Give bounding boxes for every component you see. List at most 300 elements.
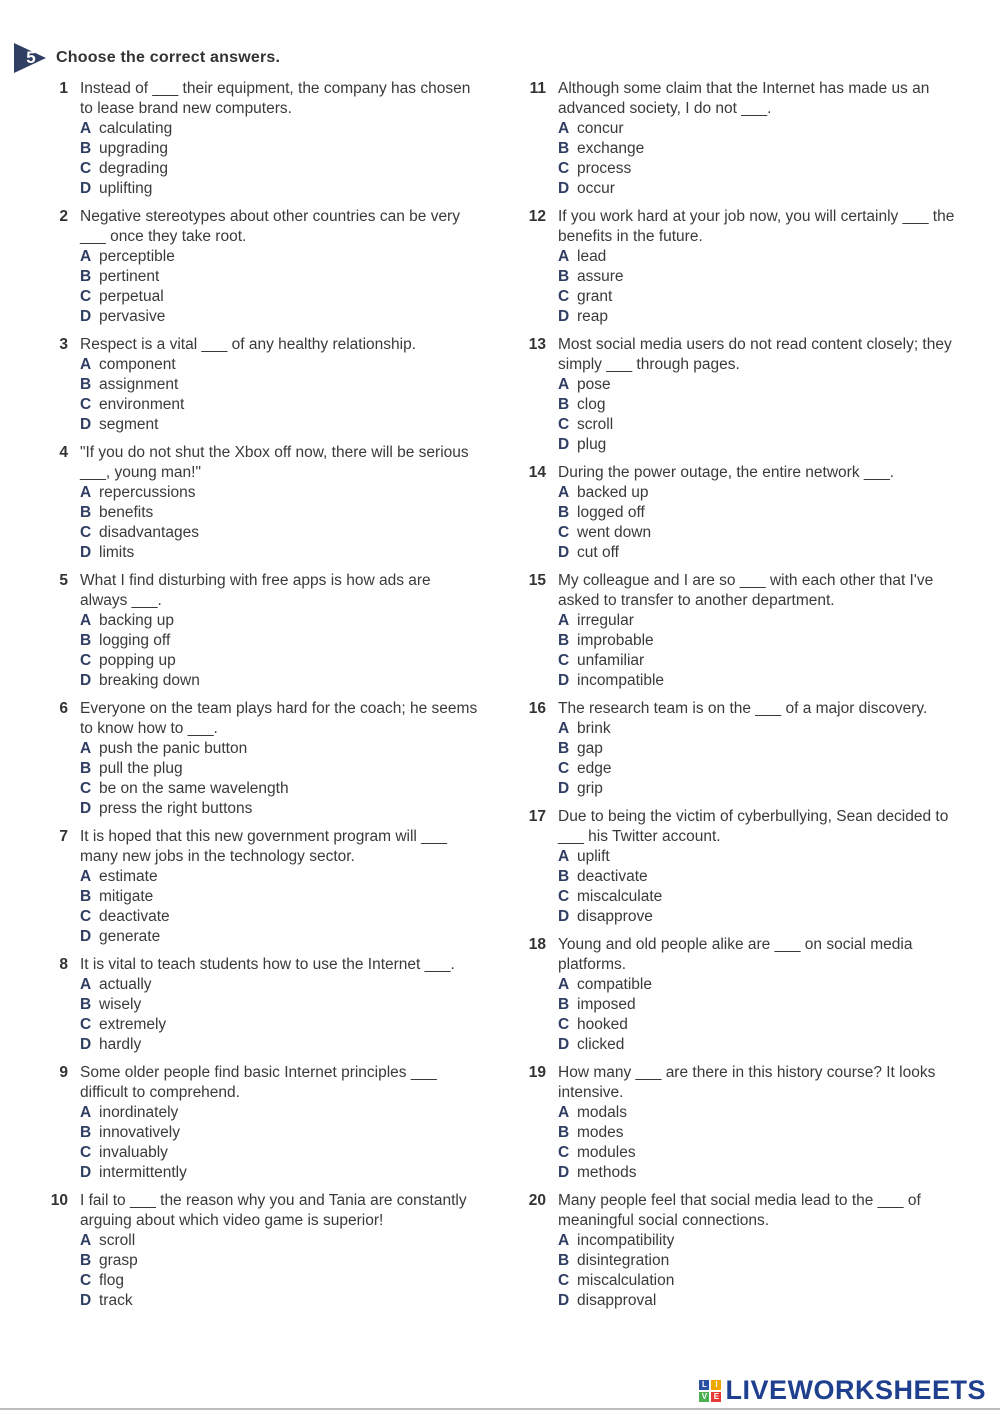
option-text: disintegration xyxy=(577,1252,670,1269)
brand-name: LIVEWORKSHEETS xyxy=(725,1375,986,1405)
option-text: edge xyxy=(577,760,612,777)
answer-option[interactable] xyxy=(80,267,480,287)
option-letter: B xyxy=(558,868,570,885)
question-text: How many ___ are there in this history course? It looks intensive. xyxy=(558,1064,940,1101)
option-text: be on the same wavelength xyxy=(99,780,289,797)
answer-option[interactable] xyxy=(80,759,480,779)
answer-option[interactable] xyxy=(558,1291,958,1311)
question-item xyxy=(40,1063,480,1183)
option-letter: A xyxy=(80,248,92,265)
option-text: assignment xyxy=(99,376,179,393)
option-letter: A xyxy=(80,1232,92,1249)
answer-option[interactable] xyxy=(80,483,480,503)
answer-option[interactable] xyxy=(558,719,958,739)
answer-option[interactable] xyxy=(80,119,480,139)
question-item xyxy=(518,1191,958,1311)
answer-option[interactable] xyxy=(80,139,480,159)
option-letter: A xyxy=(558,848,570,865)
answer-option[interactable] xyxy=(80,611,480,631)
answer-option[interactable] xyxy=(80,543,480,563)
option-text: cut off xyxy=(577,544,619,561)
option-letter: A xyxy=(80,484,92,501)
question-text: "If you do not shut the Xbox off now, there will be serious ___, young man!" xyxy=(80,444,473,481)
option-text: clog xyxy=(577,396,606,413)
question-text: Although some claim that the Internet has made us an advanced society, I do not ___. xyxy=(558,80,934,117)
option-text: clicked xyxy=(577,1036,625,1053)
option-letter: A xyxy=(558,612,570,629)
answer-option[interactable] xyxy=(558,759,958,779)
question-number: 11 xyxy=(529,80,546,97)
question-number: 1 xyxy=(59,80,68,97)
option-letter: B xyxy=(80,996,92,1013)
right-question-column xyxy=(518,79,958,1319)
option-text: incompatibility xyxy=(577,1232,675,1249)
answer-options xyxy=(80,867,480,947)
answer-options xyxy=(80,1103,480,1183)
option-letter: C xyxy=(558,1144,570,1161)
option-text: innovatively xyxy=(99,1124,180,1141)
question-number: 2 xyxy=(59,208,68,225)
option-letter: B xyxy=(558,1252,570,1269)
option-text: methods xyxy=(577,1164,637,1181)
option-letter: B xyxy=(80,632,92,649)
answer-option[interactable] xyxy=(80,739,480,759)
answer-option[interactable] xyxy=(80,995,480,1015)
question-number: 8 xyxy=(59,956,68,973)
answer-option[interactable] xyxy=(80,375,480,395)
answer-option[interactable] xyxy=(80,159,480,179)
option-text: flog xyxy=(99,1272,124,1289)
question-item xyxy=(40,207,480,327)
question-item xyxy=(40,443,480,563)
answer-option[interactable] xyxy=(558,543,958,563)
logo-mark-letter: V xyxy=(699,1392,709,1402)
option-letter: B xyxy=(558,632,570,649)
answer-option[interactable] xyxy=(80,1143,480,1163)
option-letter: A xyxy=(80,868,92,885)
answer-option[interactable] xyxy=(80,395,480,415)
answer-option[interactable] xyxy=(558,651,958,671)
option-letter: D xyxy=(80,1292,92,1309)
option-text: press the right buttons xyxy=(99,800,253,817)
option-letter: C xyxy=(558,888,570,905)
option-text: reap xyxy=(577,308,609,325)
option-letter: D xyxy=(80,308,92,325)
option-letter: D xyxy=(558,1036,570,1053)
option-letter: D xyxy=(558,436,570,453)
option-letter: D xyxy=(558,1292,570,1309)
option-text: hardly xyxy=(99,1036,142,1053)
option-text: assure xyxy=(577,268,624,285)
question-item xyxy=(518,1063,958,1183)
answer-option[interactable] xyxy=(558,1035,958,1055)
answer-options xyxy=(558,847,958,927)
option-text: uplift xyxy=(577,848,610,865)
option-letter: B xyxy=(80,268,92,285)
option-text: segment xyxy=(99,416,159,433)
answer-option[interactable] xyxy=(558,159,958,179)
answer-option[interactable] xyxy=(558,119,958,139)
option-letter: C xyxy=(80,160,92,177)
answer-option[interactable] xyxy=(558,1231,958,1251)
option-letter: B xyxy=(558,140,570,157)
answer-option[interactable] xyxy=(558,1143,958,1163)
option-letter: C xyxy=(80,288,92,305)
option-letter: A xyxy=(80,1104,92,1121)
question-number: 13 xyxy=(528,336,546,353)
option-text: disapprove xyxy=(577,908,653,925)
option-letter: D xyxy=(80,800,92,817)
option-text: component xyxy=(99,356,176,373)
answer-option[interactable] xyxy=(80,799,480,819)
answer-option[interactable] xyxy=(80,867,480,887)
answer-option[interactable] xyxy=(558,483,958,503)
question-number: 10 xyxy=(50,1192,68,1209)
answer-option[interactable] xyxy=(558,671,958,691)
option-text: imposed xyxy=(577,996,636,1013)
answer-option[interactable] xyxy=(80,1103,480,1123)
option-letter: C xyxy=(80,1016,92,1033)
answer-option[interactable] xyxy=(558,867,958,887)
option-letter: D xyxy=(80,672,92,689)
option-text: degrading xyxy=(99,160,168,177)
answer-options xyxy=(80,975,480,1055)
answer-option[interactable] xyxy=(558,139,958,159)
answer-option[interactable] xyxy=(80,247,480,267)
question-text: Everyone on the team plays hard for the coach; he seems to know how to ___. xyxy=(80,700,482,737)
option-text: modes xyxy=(577,1124,624,1141)
option-text: process xyxy=(577,160,632,177)
logo-mark-letter: E xyxy=(711,1392,721,1402)
answer-options xyxy=(80,355,480,435)
option-letter: C xyxy=(80,1144,92,1161)
question-text: Respect is a vital ___ of any healthy relationship. xyxy=(80,336,417,353)
question-text: If you work hard at your job now, you will certainly ___ the benefits in the future. xyxy=(558,208,959,245)
option-text: gap xyxy=(577,740,603,757)
option-text: popping up xyxy=(99,652,176,669)
question-number: 4 xyxy=(59,444,68,461)
answer-option[interactable] xyxy=(80,887,480,907)
option-text: intermittently xyxy=(99,1164,187,1181)
answer-option[interactable] xyxy=(80,1251,480,1271)
option-text: repercussions xyxy=(99,484,196,501)
option-text: perpetual xyxy=(99,288,164,305)
question-text: Due to being the victim of cyberbullying, Sean decided to ___ his Twitter account. xyxy=(558,808,953,845)
answer-options xyxy=(80,119,480,199)
option-text: upgrading xyxy=(99,140,168,157)
answer-option[interactable] xyxy=(80,287,480,307)
answer-option[interactable] xyxy=(558,887,958,907)
question-text: Young and old people alike are ___ on social media platforms. xyxy=(558,936,917,973)
answer-options xyxy=(558,1103,958,1183)
answer-option[interactable] xyxy=(558,1123,958,1143)
option-letter: A xyxy=(558,720,570,737)
option-letter: C xyxy=(558,524,570,541)
answer-option[interactable] xyxy=(558,415,958,435)
question-text: It is vital to teach students how to use the Internet ___. xyxy=(80,956,455,973)
option-text: compatible xyxy=(577,976,652,993)
option-text: scroll xyxy=(577,416,614,433)
option-text: hooked xyxy=(577,1016,628,1033)
liveworksheets-logo xyxy=(699,1375,986,1406)
answer-option[interactable] xyxy=(558,847,958,867)
question-number: 7 xyxy=(59,828,68,845)
question-text: Many people feel that social media lead to the ___ of meaningful social connections. xyxy=(558,1192,926,1229)
option-text: grip xyxy=(577,780,603,797)
question-item xyxy=(40,335,480,435)
answer-option[interactable] xyxy=(80,1231,480,1251)
option-letter: C xyxy=(80,1272,92,1289)
answer-option[interactable] xyxy=(558,611,958,631)
answer-option[interactable] xyxy=(558,287,958,307)
answer-option[interactable] xyxy=(80,179,480,199)
option-text: occur xyxy=(577,180,615,197)
answer-option[interactable] xyxy=(80,1035,480,1055)
option-text: pull the plug xyxy=(99,760,183,777)
question-item xyxy=(40,955,480,1055)
option-letter: D xyxy=(80,544,92,561)
question-item xyxy=(518,699,958,799)
option-letter: A xyxy=(558,1104,570,1121)
option-text: limits xyxy=(99,544,135,561)
question-number: 14 xyxy=(528,464,546,481)
answer-option[interactable] xyxy=(558,1271,958,1291)
answer-option[interactable] xyxy=(558,247,958,267)
option-letter: C xyxy=(80,780,92,797)
option-text: extremely xyxy=(99,1016,167,1033)
option-letter: C xyxy=(558,652,570,669)
option-text: pertinent xyxy=(99,268,160,285)
option-text: grasp xyxy=(99,1252,138,1269)
answer-option[interactable] xyxy=(558,267,958,287)
logo-mark-letter: L xyxy=(699,1380,709,1390)
question-number: 6 xyxy=(59,700,68,717)
answer-option[interactable] xyxy=(80,779,480,799)
option-letter: A xyxy=(558,976,570,993)
question-item xyxy=(40,79,480,199)
answer-option[interactable] xyxy=(80,1271,480,1291)
option-letter: B xyxy=(80,1252,92,1269)
question-text: Most social media users do not read content closely; they simply ___ through pages. xyxy=(558,336,957,373)
question-number: 18 xyxy=(528,936,546,953)
option-letter: D xyxy=(558,908,570,925)
option-letter: B xyxy=(558,1124,570,1141)
question-item xyxy=(518,807,958,927)
answer-option[interactable] xyxy=(80,651,480,671)
answer-option[interactable] xyxy=(558,779,958,799)
answer-option[interactable] xyxy=(80,415,480,435)
answer-option[interactable] xyxy=(80,1163,480,1183)
answer-option[interactable] xyxy=(80,307,480,327)
option-text: modules xyxy=(577,1144,636,1161)
answer-option[interactable] xyxy=(80,355,480,375)
option-letter: D xyxy=(558,544,570,561)
left-question-column xyxy=(40,79,480,1319)
answer-option[interactable] xyxy=(80,523,480,543)
logo-mark-icon xyxy=(699,1380,721,1402)
option-text: backing up xyxy=(99,612,174,629)
question-item xyxy=(518,335,958,455)
answer-options xyxy=(80,483,480,563)
question-text: My colleague and I are so ___ with each other that I've asked to transfer to another department. xyxy=(558,572,938,609)
option-text: pose xyxy=(577,376,611,393)
answer-option[interactable] xyxy=(558,907,958,927)
answer-option[interactable] xyxy=(80,1015,480,1035)
option-text: pervasive xyxy=(99,308,166,325)
answer-option[interactable] xyxy=(558,179,958,199)
question-number: 15 xyxy=(528,572,546,589)
answer-option[interactable] xyxy=(80,907,480,927)
answer-option[interactable] xyxy=(558,375,958,395)
option-letter: D xyxy=(80,1036,92,1053)
option-letter: A xyxy=(558,376,570,393)
answer-options xyxy=(80,247,480,327)
question-number: 19 xyxy=(528,1064,546,1081)
exercise-header xyxy=(14,43,280,73)
answer-option[interactable] xyxy=(558,1015,958,1035)
question-number: 20 xyxy=(528,1192,546,1209)
question-number: 9 xyxy=(59,1064,68,1081)
answer-option[interactable] xyxy=(80,927,480,947)
question-number: 16 xyxy=(528,700,546,717)
option-letter: D xyxy=(558,308,570,325)
exercise-number: 5 xyxy=(26,48,36,67)
answer-option[interactable] xyxy=(80,503,480,523)
option-text: disadvantages xyxy=(99,524,199,541)
option-letter: B xyxy=(80,504,92,521)
question-item xyxy=(518,207,958,327)
question-item xyxy=(518,571,958,691)
answer-options xyxy=(558,483,958,563)
question-text: Instead of ___ their equipment, the company has chosen to lease brand new computers. xyxy=(80,80,475,117)
option-letter: D xyxy=(558,672,570,689)
option-letter: C xyxy=(558,160,570,177)
answer-option[interactable] xyxy=(80,631,480,651)
answer-option[interactable] xyxy=(558,995,958,1015)
option-text: disapproval xyxy=(577,1292,657,1309)
option-letter: A xyxy=(558,248,570,265)
option-text: invaluably xyxy=(99,1144,168,1161)
option-text: calculating xyxy=(99,120,173,137)
option-text: lead xyxy=(577,248,607,265)
option-text: plug xyxy=(577,436,607,453)
answer-option[interactable] xyxy=(80,1291,480,1311)
option-letter: A xyxy=(80,612,92,629)
question-number: 3 xyxy=(59,336,68,353)
question-text: It is hoped that this new government program will ___ many new jobs in the technology sector. xyxy=(80,828,452,865)
option-letter: D xyxy=(80,416,92,433)
exercise-instruction: Choose the correct answers. xyxy=(56,49,281,66)
question-item xyxy=(40,827,480,947)
question-text: Some older people find basic Internet principles ___ difficult to comprehend. xyxy=(80,1064,442,1101)
answer-options xyxy=(558,611,958,691)
answer-options xyxy=(558,247,958,327)
option-letter: D xyxy=(80,928,92,945)
option-text: estimate xyxy=(99,868,158,885)
answer-option[interactable] xyxy=(80,975,480,995)
option-letter: B xyxy=(558,996,570,1013)
answer-option[interactable] xyxy=(558,1103,958,1123)
option-letter: C xyxy=(558,288,570,305)
option-letter: B xyxy=(80,376,92,393)
question-number: 17 xyxy=(528,808,546,825)
question-item xyxy=(40,699,480,819)
answer-options xyxy=(80,611,480,691)
option-text: incompatible xyxy=(577,672,665,689)
answer-option[interactable] xyxy=(558,435,958,455)
option-letter: C xyxy=(80,524,92,541)
option-text: inordinately xyxy=(99,1104,179,1121)
option-letter: D xyxy=(558,1164,570,1181)
option-letter: A xyxy=(558,484,570,501)
option-letter: C xyxy=(558,760,570,777)
option-letter: A xyxy=(558,1232,570,1249)
logo-mark-letter: I xyxy=(711,1380,721,1390)
option-text: wisely xyxy=(99,996,142,1013)
option-letter: B xyxy=(80,1124,92,1141)
option-letter: B xyxy=(558,740,570,757)
option-text: miscalculate xyxy=(577,888,663,905)
option-letter: B xyxy=(80,888,92,905)
answer-option[interactable] xyxy=(558,1251,958,1271)
answer-option[interactable] xyxy=(558,503,958,523)
question-number: 5 xyxy=(59,572,68,589)
answer-option[interactable] xyxy=(558,739,958,759)
option-text: uplifting xyxy=(99,180,153,197)
answer-option[interactable] xyxy=(558,523,958,543)
option-letter: A xyxy=(80,740,92,757)
option-letter: B xyxy=(80,760,92,777)
question-text: Negative stereotypes about other countries can be very ___ once they take root. xyxy=(80,208,465,245)
option-letter: A xyxy=(80,120,92,137)
option-letter: D xyxy=(80,180,92,197)
option-letter: C xyxy=(80,652,92,669)
option-text: actually xyxy=(99,976,152,993)
question-item xyxy=(518,79,958,199)
option-letter: D xyxy=(558,180,570,197)
option-text: deactivate xyxy=(99,908,170,925)
option-letter: C xyxy=(558,1272,570,1289)
answer-option[interactable] xyxy=(558,631,958,651)
option-text: deactivate xyxy=(577,868,648,885)
answer-option[interactable] xyxy=(80,671,480,691)
option-text: went down xyxy=(577,524,652,541)
question-item xyxy=(40,1191,480,1311)
option-text: perceptible xyxy=(99,248,175,265)
option-letter: C xyxy=(80,908,92,925)
option-text: benefits xyxy=(99,504,154,521)
answer-option[interactable] xyxy=(558,1163,958,1183)
answer-option[interactable] xyxy=(558,975,958,995)
question-item xyxy=(518,463,958,563)
answer-option[interactable] xyxy=(558,395,958,415)
option-text: logged off xyxy=(577,504,645,521)
option-letter: B xyxy=(558,504,570,521)
answer-option[interactable] xyxy=(80,1123,480,1143)
answer-option[interactable] xyxy=(558,307,958,327)
option-letter: B xyxy=(558,396,570,413)
option-letter: D xyxy=(80,1164,92,1181)
question-text: What I find disturbing with free apps is how ads are always ___. xyxy=(80,572,435,609)
option-text: mitigate xyxy=(99,888,154,905)
option-text: breaking down xyxy=(99,672,200,689)
answer-options xyxy=(80,739,480,819)
option-letter: B xyxy=(558,268,570,285)
option-letter: B xyxy=(80,140,92,157)
option-text: grant xyxy=(577,288,613,305)
option-text: concur xyxy=(577,120,624,137)
question-text: I fail to ___ the reason why you and Tania are constantly arguing about which video game is superior! xyxy=(80,1192,471,1229)
